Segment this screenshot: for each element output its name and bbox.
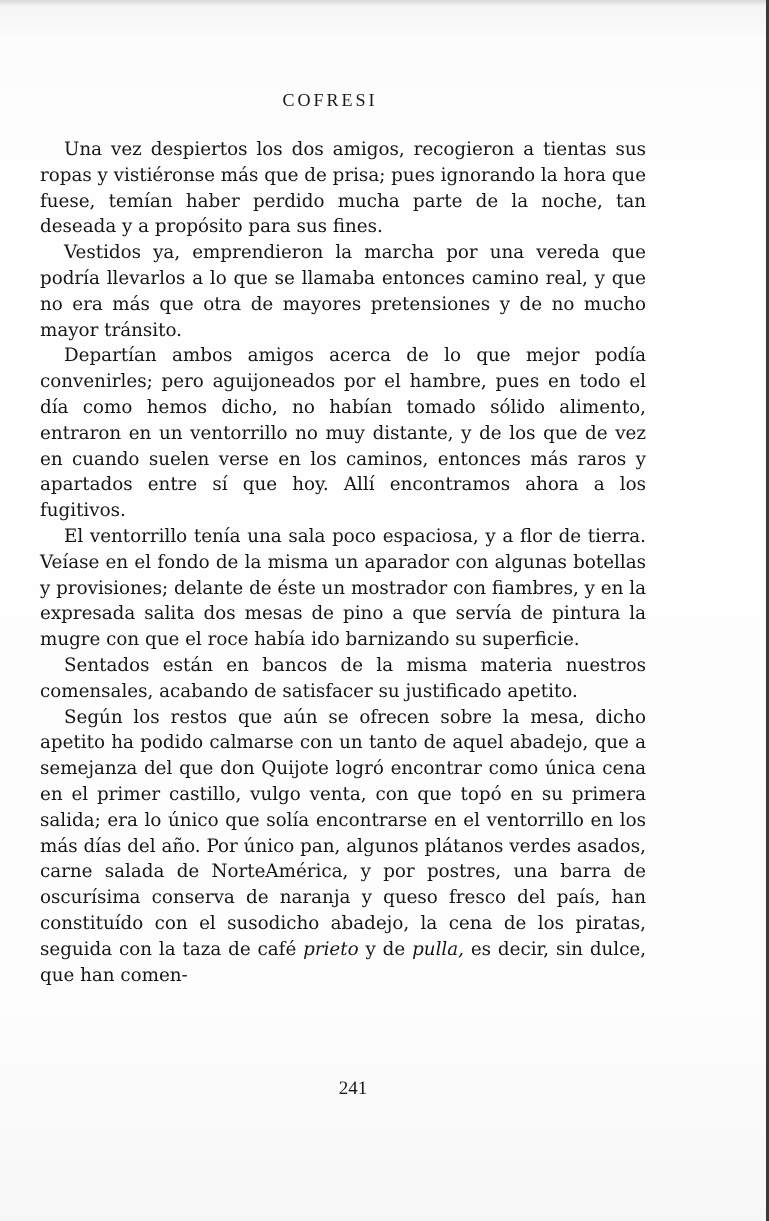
italic-word-prieto: prieto [303,938,359,960]
page-top-edge-shadow [0,0,769,6]
paragraph-4: El ventorrillo tenía una sala poco espaciosa, y a flor de tierra. Veíase en el fondo de la misma un aparador con algunas botellas y provisiones; delante de éste un mostrador con fiambres, y en la expresada salita dos mesas de pino a que servía de pintura la mugre con que el roce había ido barnizando su superficie. [40,525,646,651]
page-number: 241 [338,1078,368,1099]
paragraph-6 [40,705,646,989]
paragraph-5: Sentados están en bancos de la misma materia nuestros comensales, acabando de satisfacer su justificado apetito. [40,654,646,702]
paragraph-2: Vestidos ya, emprendieron la marcha por una vereda que podría llevarlos a lo que se llamaba entonces camino real, y que no era más que otra de mayores pretensiones y de no mucho mayor tránsito. [40,242,646,341]
paragraph-6-ending: es decir, sin dulce, que han comen- [40,938,647,986]
paragraph-1: Una vez despiertos los dos amigos, recogieron a tientas sus ropas y vistiéronse más que de prisa; pues ignorando la hora que fuese, temían haber perdido mucha parte de la noche, tan deseada y a propósito para sus fines. [40,139,647,238]
paragraph-6-connector: y de [365,938,406,960]
paragraph-6-text: Según los restos que aún se ofrecen sobre la mesa, dicho apetito ha podido calmarse con un tanto de aquel abadejo, que a semejanza del que don Quijote logró encontrar como única cena en el primer castillo, vulgo venta, con que topó en su primera salida; era lo único que solía encontrarse en el ventorrillo en los más días del año. Por único pan, algunos plátanos verdes asados, carne salada de NorteAmérica, y por postres, una barra de oscurísima conserva de naranja y queso fresco del país, han constituído con el susodicho abadejo, la cena de los piratas, seguida con la taza de café [40,706,646,960]
body-text [40,137,646,988]
paragraph-3: Departían ambos amigos acerca de lo que mejor podía convenirles; pero aguijoneados por el hambre, pues en todo el día como hemos dicho, no habían tomado sólido alimento, entraron en un ventorrillo no muy distante, y de los que de vez en cuando suelen verse en los caminos, entonces más raros y apartados entre sí que hoy. Allí encontramos ahora a los fugitivos. [40,345,646,522]
running-title: COFRESI [282,90,378,110]
italic-word-pulla: pulla, [412,938,464,960]
